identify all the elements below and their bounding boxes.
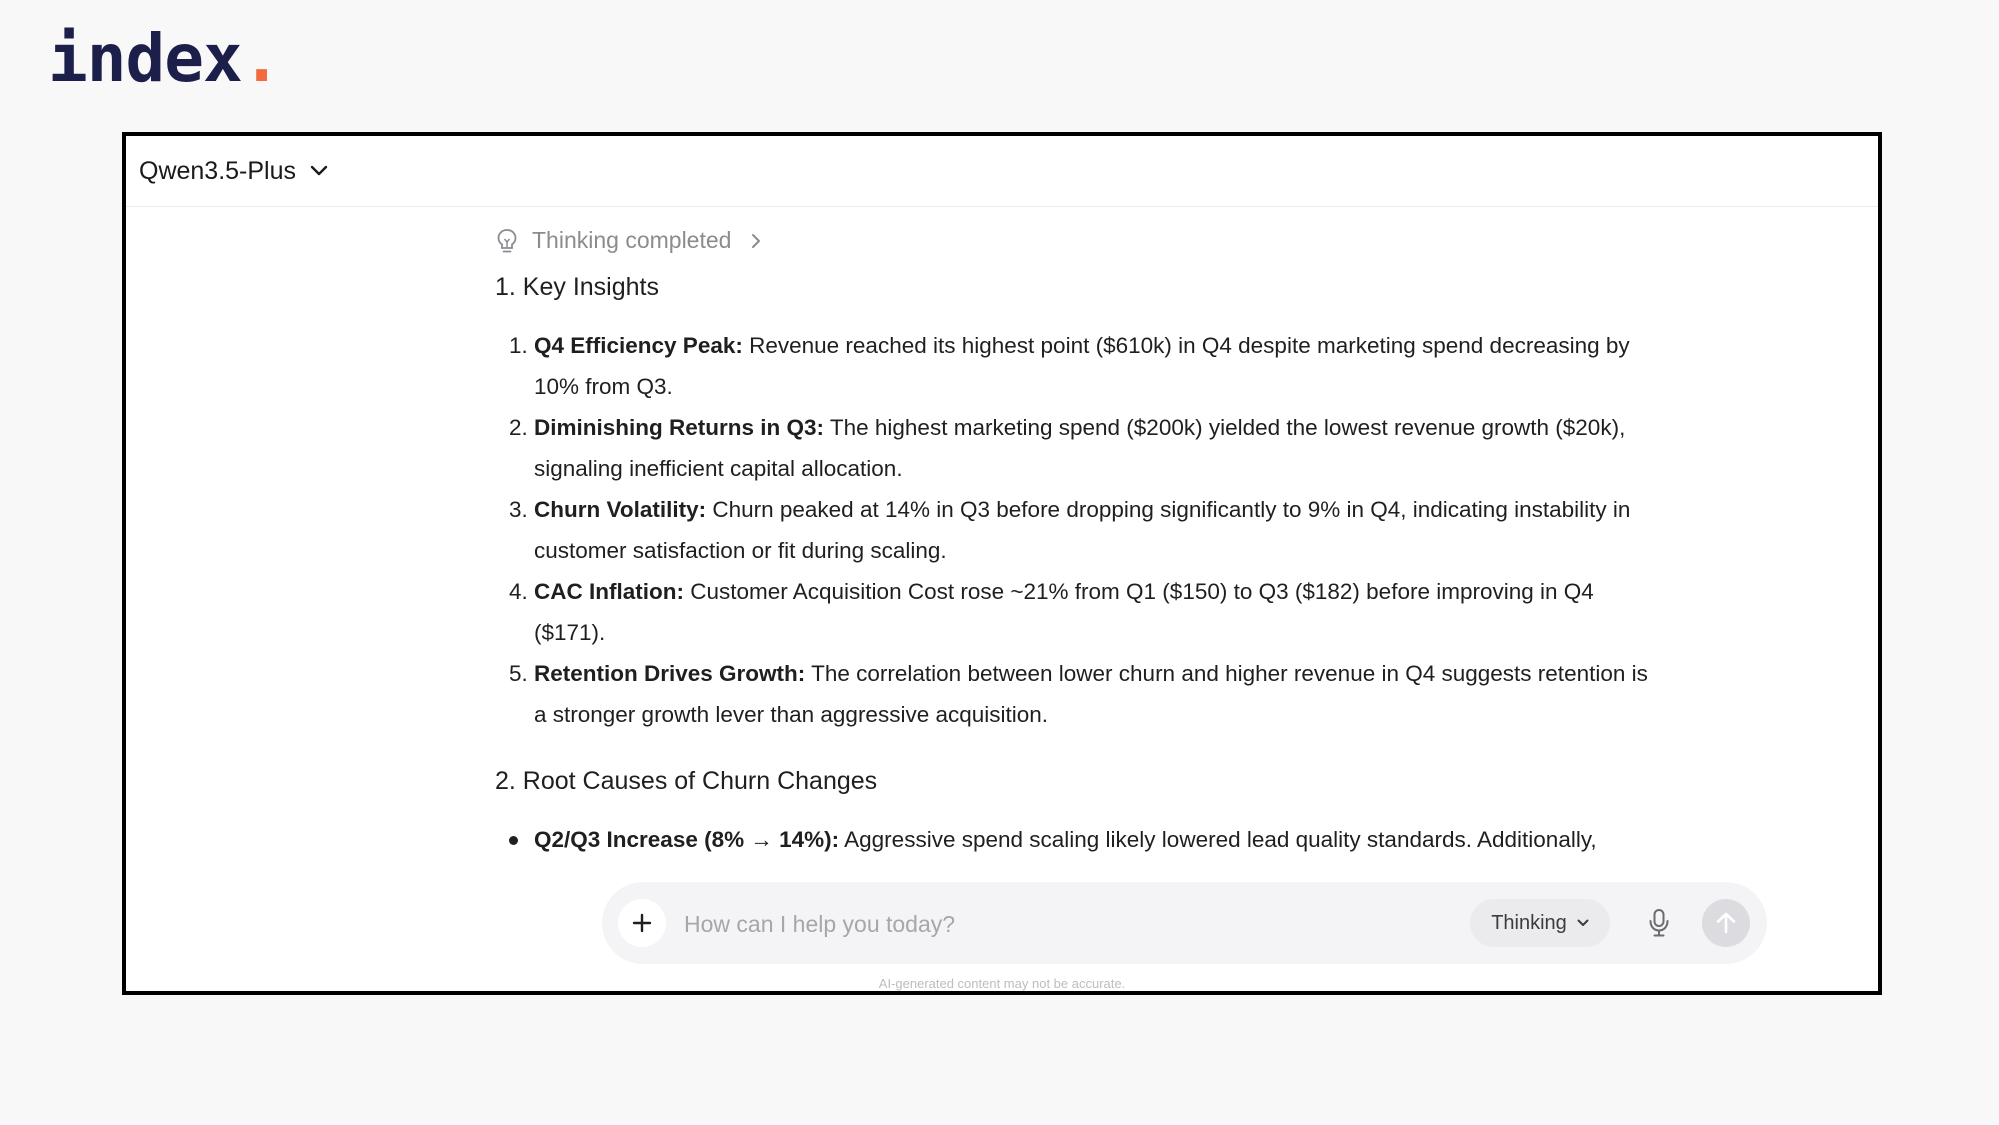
causes-list — [495, 819, 1665, 860]
message-input[interactable] — [682, 903, 1446, 945]
brand-logo-text: index — [48, 20, 242, 97]
list-item-label: Churn Volatility: — [534, 497, 707, 522]
thinking-mode-dropdown[interactable] — [1470, 899, 1610, 947]
brand-logo-dot: . — [241, 20, 281, 97]
list-item-label: Q4 Efficiency Peak: — [534, 333, 743, 358]
insights-list — [495, 325, 1665, 735]
voice-input-button[interactable] — [1640, 904, 1678, 942]
ai-disclaimer: AI-generated content may not be accurate. — [878, 976, 1126, 991]
list-item-label: Diminishing Returns in Q3: — [534, 415, 825, 440]
send-button[interactable] — [1702, 899, 1750, 947]
list-item-label: Retention Drives Growth: — [534, 661, 806, 686]
list-number: 1. — [509, 333, 528, 358]
chat-messages — [471, 207, 1761, 907]
list-number: 5. — [509, 661, 528, 686]
top-bar — [126, 136, 1878, 207]
list-item — [495, 407, 1665, 489]
list-item-text: The correlation between lower churn and higher revenue in Q4 suggests retention is a stronger growth lever than aggressive acquisition. — [534, 661, 1648, 727]
thinking-mode-label: Thinking — [1491, 911, 1567, 934]
model-selector[interactable] — [139, 157, 328, 186]
list-item — [495, 653, 1665, 735]
chevron-down-icon — [310, 165, 328, 177]
bullet-dot — [509, 836, 518, 845]
attach-button[interactable] — [618, 899, 666, 947]
section-heading-root-causes: 2. Root Causes of Churn Changes — [495, 767, 878, 795]
list-item-label: CAC Inflation: — [534, 579, 684, 604]
list-number: 2. — [509, 415, 528, 440]
list-item-text: Customer Acquisition Cost rose ~21% from Q1 ($150) to Q3 ($182) before improving in Q4 ($171). — [534, 579, 1594, 645]
list-number: 4. — [509, 579, 528, 604]
list-number: 3. — [509, 497, 528, 522]
model-name: Qwen3.5-Plus — [139, 156, 297, 185]
list-item-text: Aggressive spend scaling likely lowered lead quality standards. Additionally, — [839, 827, 1597, 852]
list-item — [495, 325, 1665, 407]
chevron-right-icon — [751, 233, 761, 249]
list-item-text: Revenue reached its highest point ($610k) in Q4 despite marketing spend decreasing by 10% from Q3. — [534, 333, 1630, 399]
list-item — [495, 819, 1665, 860]
list-item-label: Q2/Q3 Increase (8% → 14%): — [534, 827, 840, 852]
app-window — [122, 132, 1882, 995]
arrow-up-icon — [1715, 911, 1737, 935]
section-heading-key-insights: 1. Key Insights — [495, 273, 659, 301]
microphone-icon — [1647, 908, 1671, 938]
message-composer — [602, 882, 1767, 964]
plus-icon — [632, 913, 652, 933]
list-item — [495, 571, 1665, 653]
list-item-text: The highest marketing spend ($200k) yielded the lowest revenue growth ($20k), signaling inefficient capital allocation. — [534, 415, 1626, 481]
chevron-down-icon — [1577, 919, 1589, 927]
brand-logo — [48, 20, 280, 97]
thinking-status-label: Thinking completed — [532, 227, 732, 253]
list-item-text: Churn peaked at 14% in Q3 before dropping significantly to 9% in Q4, indicating instability in customer satisfaction or fit during scaling. — [534, 497, 1631, 563]
list-item — [495, 489, 1665, 571]
lightbulb-icon — [496, 228, 518, 254]
thinking-status[interactable] — [496, 227, 761, 254]
